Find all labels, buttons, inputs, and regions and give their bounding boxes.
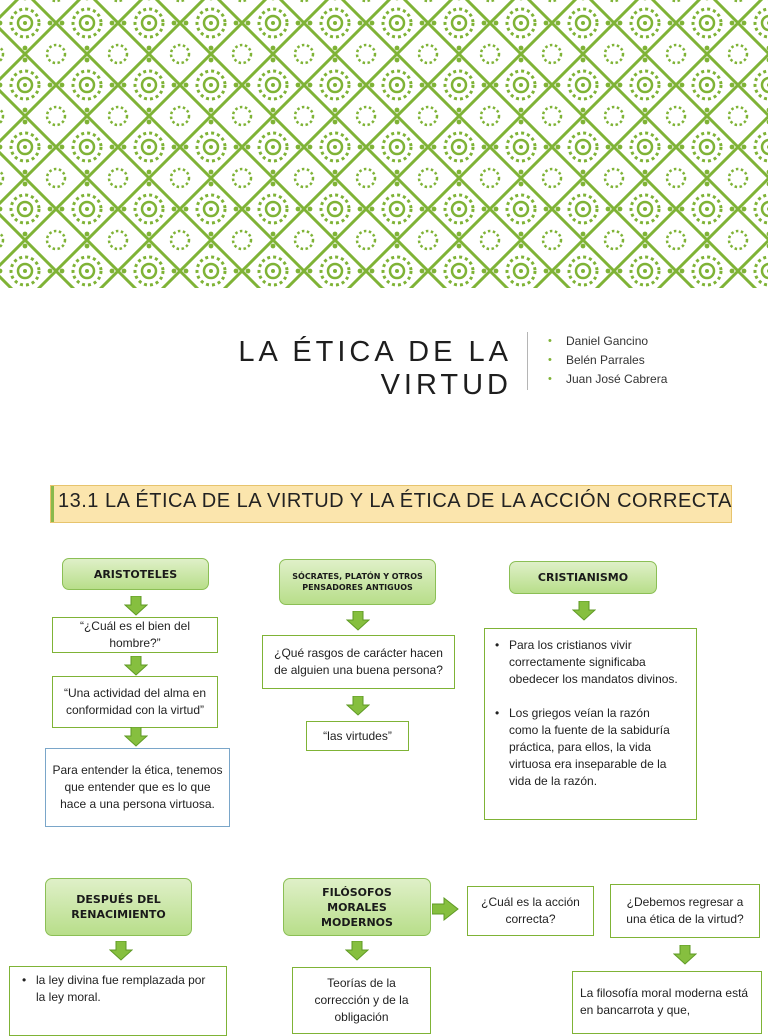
cristianismo-header: CRISTIANISMO	[509, 561, 657, 594]
socrates-answer: “las virtudes”	[306, 721, 409, 751]
list-item: • la ley divina fue remplazada por la ley moral.	[14, 972, 216, 1006]
author-item: • Juan José Cabrera	[548, 370, 667, 389]
bankruptcy-box: La filosofía moral moderna está en bancarrota y que,	[572, 971, 762, 1034]
right-arrow-icon	[432, 897, 460, 921]
author-item: • Daniel Gancino	[548, 332, 667, 351]
theories-box: Teorías de la corrección y de la obligación	[292, 967, 431, 1034]
list-item: • Los griegos veían la razón como la fuente de la sabiduría práctica, para ellos, la vida virtuosa era inseparable de la vida de la razón.	[487, 705, 682, 790]
aristoteles-conclusion: Para entender la ética, tenemos que entender que es lo que hace a una persona virtuosa.	[45, 748, 230, 827]
modernos-header: FILÓSOFOS MORALES MODERNOS	[283, 878, 431, 936]
presentation-title: LA ÉTICA DE LA VIRTUD	[238, 336, 512, 401]
renacimiento-header: DESPUÉS DEL RENACIMIENTO	[45, 878, 192, 936]
socrates-question: ¿Qué rasgos de carácter hacen de alguien una buena persona?	[262, 635, 455, 689]
renacimiento-list	[9, 966, 227, 1036]
correct-action-question: ¿Cuál es la acción correcta?	[467, 886, 594, 936]
title-divider	[527, 332, 528, 390]
down-arrow-icon	[346, 696, 370, 716]
down-arrow-icon	[109, 941, 133, 961]
down-arrow-icon	[673, 945, 697, 965]
decorative-pattern	[0, 0, 768, 288]
socrates-header: SÓCRATES, PLATÓN Y OTROS PENSADORES ANTIGUOS	[279, 559, 436, 605]
aristoteles-header: ARISTOTELES	[62, 558, 209, 590]
down-arrow-icon	[124, 727, 148, 747]
aristoteles-answer: “Una actividad del alma en conformidad con la virtud”	[52, 676, 218, 728]
down-arrow-icon	[346, 611, 370, 631]
author-item: • Belén Parrales	[548, 351, 667, 370]
virtue-return-question: ¿Debemos regresar a una ética de la virtud?	[610, 884, 760, 938]
cristianismo-list	[484, 628, 697, 820]
list-item: • Para los cristianos vivir correctamente significaba obedecer los mandatos divinos.	[487, 637, 682, 688]
down-arrow-icon	[124, 656, 148, 676]
aristoteles-question: “¿Cuál es el bien del hombre?”	[52, 617, 218, 653]
author-list	[548, 332, 667, 389]
down-arrow-icon	[572, 601, 596, 621]
down-arrow-icon	[124, 596, 148, 616]
section-accent	[51, 486, 54, 522]
section-title: 13.1 LA ÉTICA DE LA VIRTUD Y LA ÉTICA DE LA ACCIÓN CORRECTA	[58, 490, 732, 512]
down-arrow-icon	[345, 941, 369, 961]
